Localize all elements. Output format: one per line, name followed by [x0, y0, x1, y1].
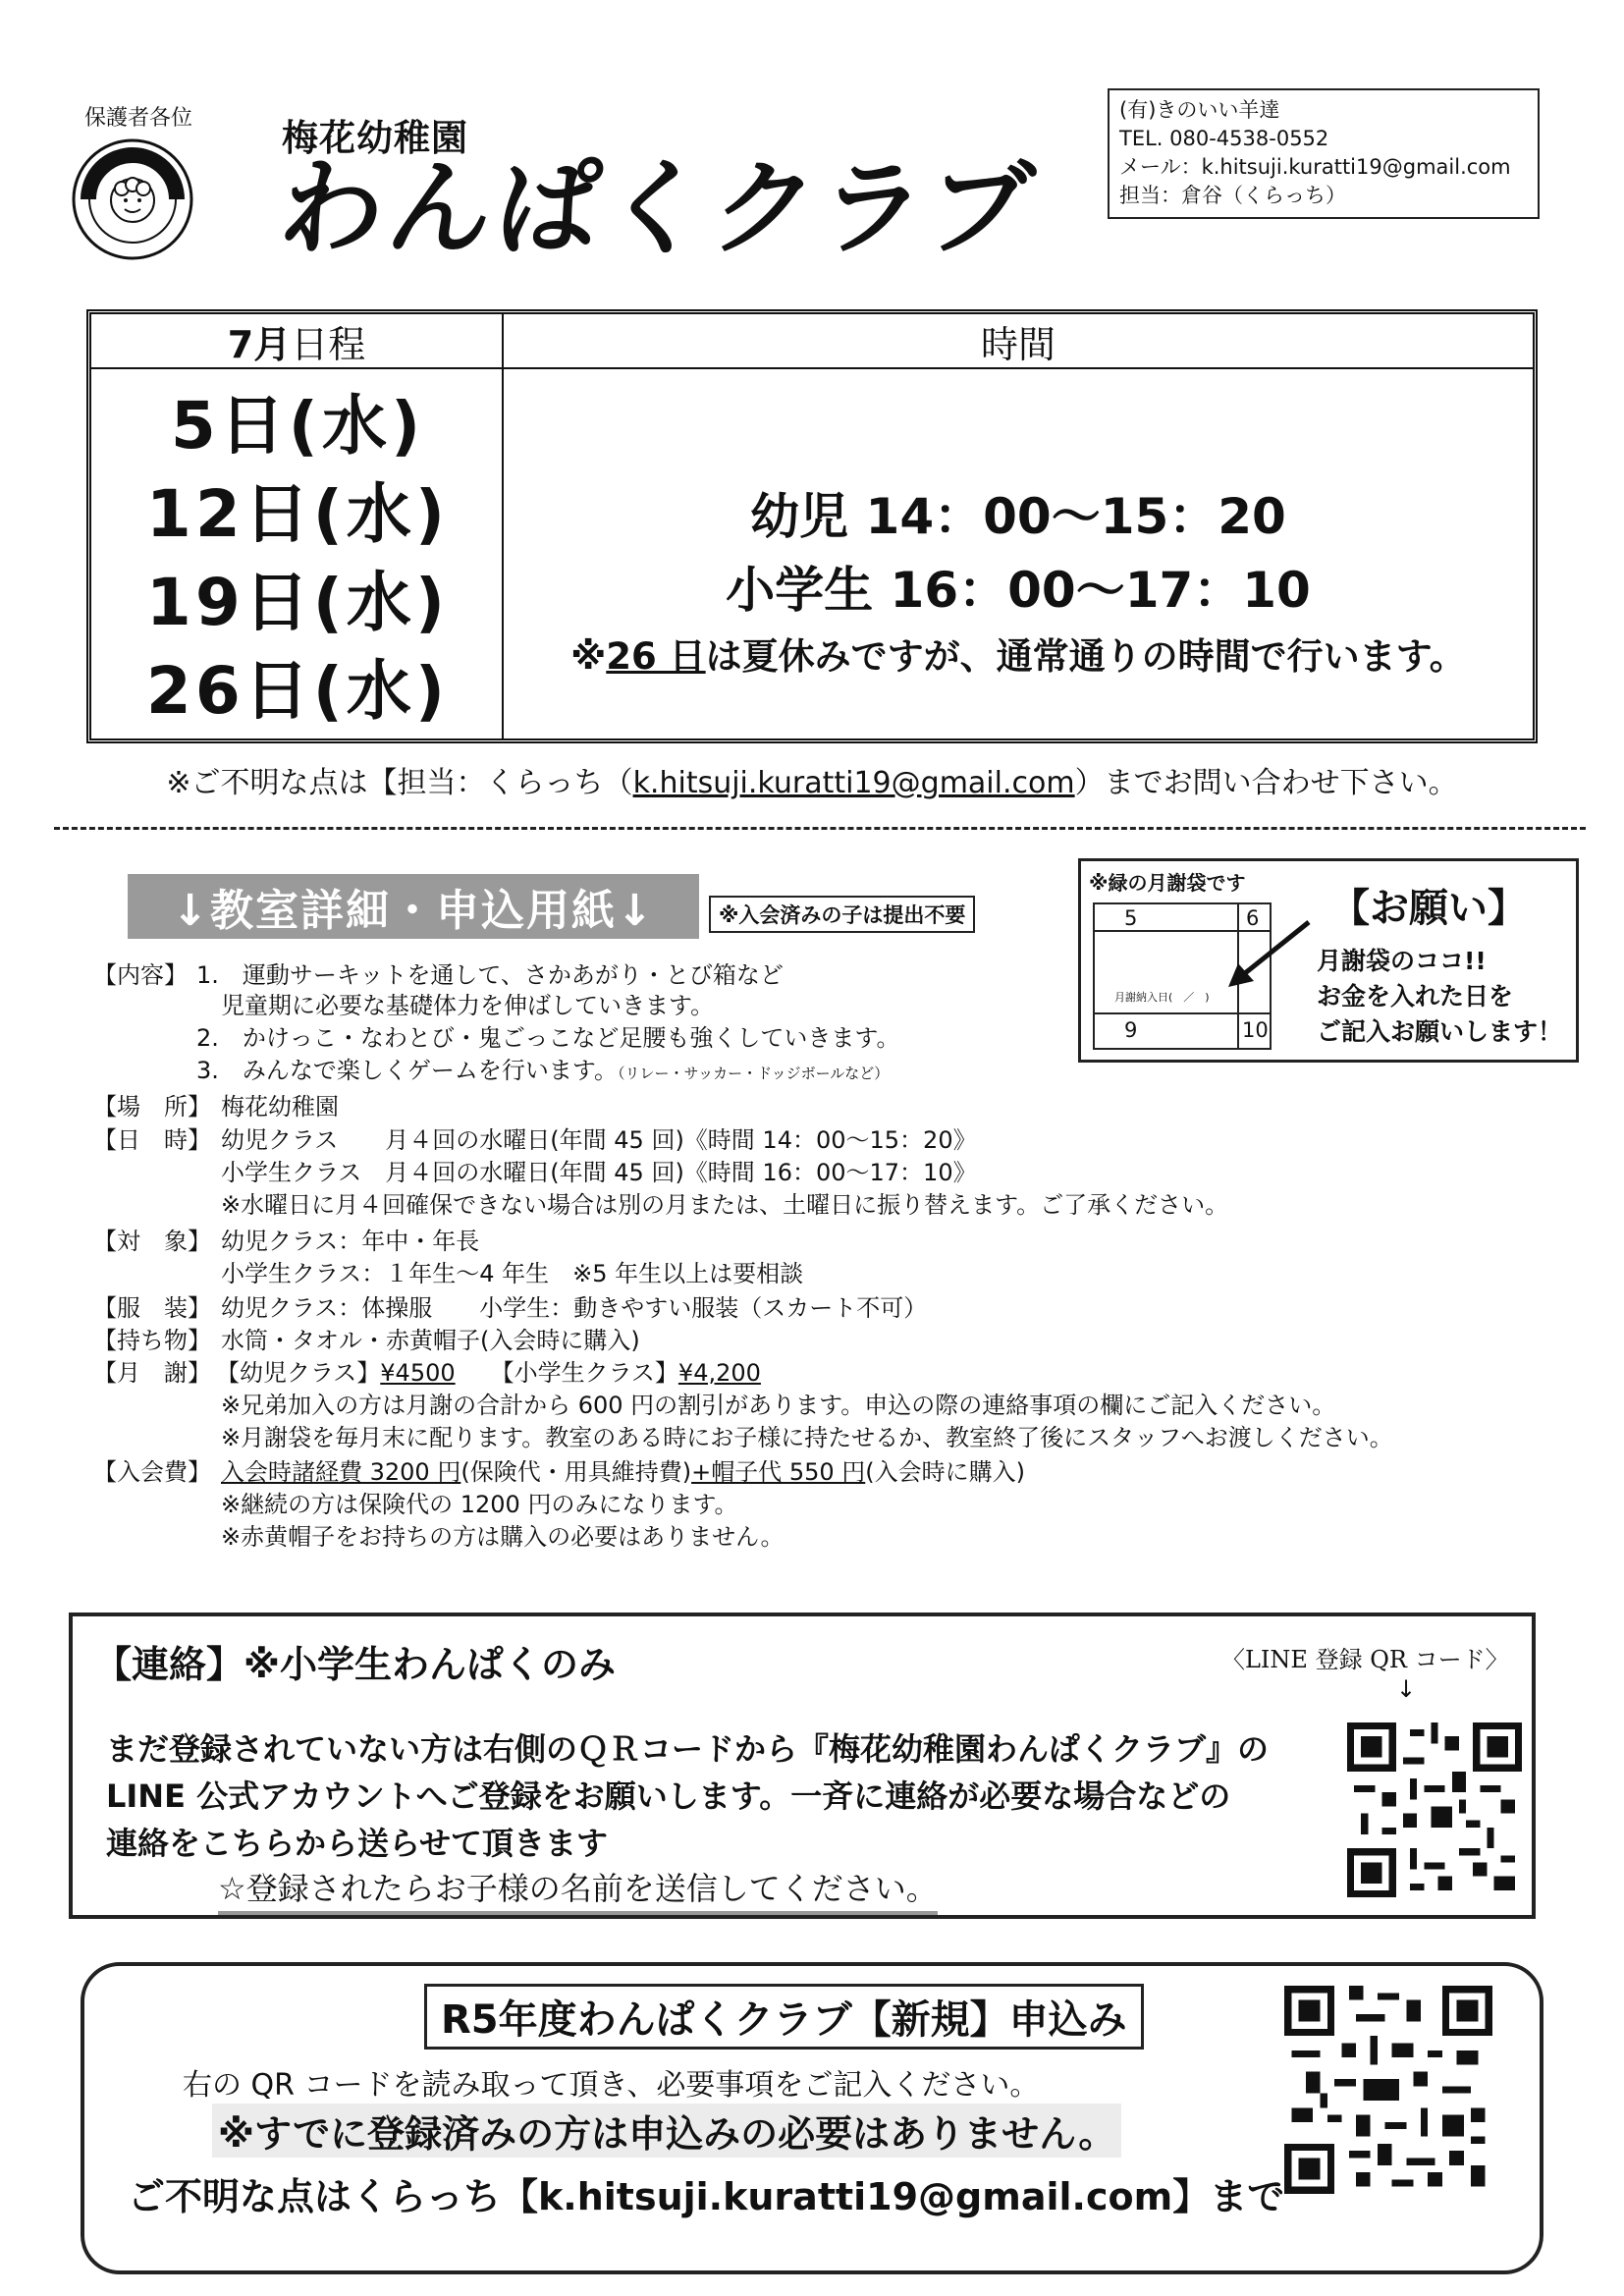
application-instruction: 右の QR コードを読み取って頂き、必要事項をご記入ください。	[183, 2068, 1040, 2103]
time-elementary: 小学生 16：00〜17：10	[726, 562, 1311, 619]
fee-kids: ¥4500	[380, 1359, 456, 1387]
schedule-table	[86, 309, 1538, 743]
datetime-label: 【日 時】	[93, 1126, 211, 1154]
content-label: 【内容】	[93, 961, 188, 989]
schedule-date: 5日(水)	[170, 388, 425, 464]
schedule-month: 7月	[227, 322, 292, 366]
items-label: 【持ち物】	[93, 1327, 211, 1354]
entry-fee-hat-note: (入会時に購入)	[865, 1458, 1025, 1486]
contact-box	[1108, 88, 1540, 219]
application-note: ※すでに登録済みの方は申込みの必要はありません。	[212, 2104, 1121, 2158]
place-label: 【場 所】	[93, 1093, 211, 1121]
application-title: R5年度わんぱくクラブ【新規】申込み	[424, 1984, 1144, 2050]
club-title: わんぱくクラブ	[273, 148, 1043, 269]
target-label: 【対 象】	[93, 1228, 211, 1255]
application-box	[81, 1962, 1543, 2274]
schedule-date: 12日(水)	[145, 476, 450, 552]
entry-fee-label: 【入会費】	[93, 1458, 211, 1486]
envelope-title: 【お願い】	[1330, 886, 1527, 931]
recipient-label: 保護者各位	[84, 106, 193, 131]
content-item-2: 2. かけっこ・なわとび・鬼ごっこなど足腰も強くしていきます。	[196, 1024, 900, 1052]
arrow-pointer-icon	[1224, 918, 1313, 993]
details-banner: ↓教室詳細・申込用紙↓	[128, 874, 699, 939]
envelope-text: 月謝袋のココ!!	[1317, 947, 1487, 975]
line-text: まだ登録されていない方は右側のＱＲコードから『梅花幼稚園わんぱくクラブ』の	[106, 1730, 1270, 1768]
inquiry-prefix: ※ご不明な点は【担当：くらっち（	[166, 766, 633, 800]
line-qr-code-icon[interactable]	[1347, 1722, 1522, 1897]
cut-line-divider	[54, 827, 1586, 830]
fee-elementary-label: 【小学生クラス】	[502, 1359, 678, 1387]
down-arrow-icon: ↓	[1396, 1675, 1417, 1703]
schedule-times-column	[504, 369, 1533, 738]
datetime-note: ※水曜日に月４回確保できない場合は別の月または、土曜日に振り替えます。ご了承ください。	[221, 1191, 1229, 1219]
contact-company: (有)きのいい羊達	[1119, 98, 1280, 122]
envelope-field-label: 月謝納入日( ／ )	[1114, 991, 1210, 1004]
line-contact-box	[69, 1613, 1536, 1919]
application-contact: ご不明な点はくらっち【k.hitsuji.kuratti19@gmail.com】まで	[128, 2175, 1285, 2218]
time-kids: 幼児 14：00〜15：20	[750, 488, 1286, 545]
inquiry-line	[0, 758, 1624, 801]
content-item-3	[196, 1056, 889, 1088]
content-item-3-text: 3. みんなで楽しくゲームを行います。	[196, 1057, 618, 1084]
clothes-label: 【服 装】	[93, 1294, 211, 1322]
envelope-text: お金を入れた日を	[1317, 982, 1514, 1011]
place-value: 梅花幼稚園	[221, 1093, 339, 1121]
inquiry-email-link[interactable]: k.hitsuji.kuratti19@gmail.com	[632, 766, 1075, 800]
fee-elementary: ¥4,200	[677, 1359, 761, 1387]
envelope-number: 10	[1242, 1018, 1269, 1042]
inquiry-suffix: ）までお問い合わせ下さい。	[1074, 766, 1458, 800]
clothes-value: 幼児クラス：体操服 小学生：動きやすい服装（スカート不可）	[221, 1294, 928, 1322]
schedule-header-dates	[91, 314, 504, 369]
line-text: 連絡をこちらから送らせて頂きます	[106, 1825, 609, 1862]
envelope-number: 9	[1124, 1018, 1138, 1042]
line-heading: 【連絡】※小学生わんぱくのみ	[94, 1643, 616, 1686]
sheep-logo-icon	[71, 137, 194, 261]
fee-note-envelope: ※月謝袋を毎月末に配ります。教室のある時にお子様に持たせるか、教室終了後にスタッフへお渡しください。	[221, 1424, 1393, 1451]
schedule-header-suffix: 日程	[291, 322, 366, 366]
contact-staff: 担当：倉谷（くらっち）	[1119, 184, 1346, 207]
envelope-number: 6	[1246, 906, 1260, 930]
fee-label: 【月 謝】	[93, 1359, 211, 1387]
target-elementary: 小学生クラス：１年生〜4 年生 ※5 年生以上は要相談	[221, 1260, 804, 1287]
envelope-text: ご記入お願いします！	[1317, 1017, 1563, 1046]
details-note: ※入会済みの子は提出不要	[709, 896, 975, 933]
envelope-label: ※緑の月謝袋です	[1089, 871, 1246, 895]
contact-mail: メール：k.hitsuji.kuratti19@gmail.com	[1119, 155, 1511, 179]
schedule-dates-column	[91, 369, 504, 738]
content-item-3-small: （リレー・サッカー・ドッジボールなど）	[617, 1065, 890, 1082]
summer-note-date: 26 日	[606, 635, 706, 678]
schedule-date: 19日(水)	[145, 565, 450, 640]
content-item-1: 1. 運動サーキットを通して、さかあがり・とび箱など	[196, 961, 784, 989]
items-value: 水筒・タオル・赤黄帽子(入会時に購入)	[221, 1327, 640, 1354]
envelope-number: 5	[1124, 906, 1138, 930]
content-item-1b: 児童期に必要な基礎体力を伸ばしていきます。	[221, 992, 715, 1019]
summer-note-prefix: ※	[570, 635, 607, 678]
entry-fee-values	[221, 1457, 1025, 1487]
line-text: LINE 公式アカウントへご登録をお願いします。一斉に連絡が必要な場合などの	[106, 1777, 1231, 1815]
fee-values	[216, 1358, 761, 1388]
entry-fee-hat: +帽子代 550 円	[691, 1458, 866, 1486]
entry-fee-base-note: (保険代・用具維持費)	[460, 1458, 692, 1486]
summer-note-text: は夏休みですが、通常通りの時間で行います。	[705, 635, 1466, 678]
datetime-elementary: 小学生クラス 月４回の水曜日(年間 45 回)《時間 16：00〜17：10》	[221, 1159, 977, 1186]
fee-note-sibling: ※兄弟加入の方は月謝の合計から 600 円の割引があります。申込の際の連絡事項の欄にご記入ください。	[221, 1392, 1336, 1419]
contact-tel: TEL. 080-4538-0552	[1119, 127, 1329, 150]
line-qr-caption: 〈LINE 登録 QR コード〉	[1221, 1646, 1509, 1673]
entry-fee-base: 入会時諸経費 3200 円	[221, 1458, 461, 1486]
entry-note-continuing: ※継続の方は保険代の 1200 円のみになります。	[221, 1491, 738, 1518]
line-request: ☆登録されたらお子様の名前を送信してください。	[218, 1864, 938, 1915]
schedule-header-time: 時間	[504, 314, 1533, 369]
fee-kids-label: 【幼児クラス】	[216, 1359, 381, 1387]
target-kids: 幼児クラス：年中・年長	[221, 1228, 480, 1255]
schedule-date: 26日(水)	[145, 653, 450, 729]
kindergarten-name: 梅花幼稚園	[282, 117, 468, 159]
entry-note-hat: ※赤黄帽子をお持ちの方は購入の必要はありません。	[221, 1523, 785, 1551]
application-qr-code-icon[interactable]	[1284, 1986, 1492, 2194]
envelope-request-box	[1078, 858, 1579, 1063]
summer-note	[533, 627, 1503, 680]
datetime-kids: 幼児クラス 月４回の水曜日(年間 45 回)《時間 14：00〜15：20》	[221, 1126, 977, 1154]
